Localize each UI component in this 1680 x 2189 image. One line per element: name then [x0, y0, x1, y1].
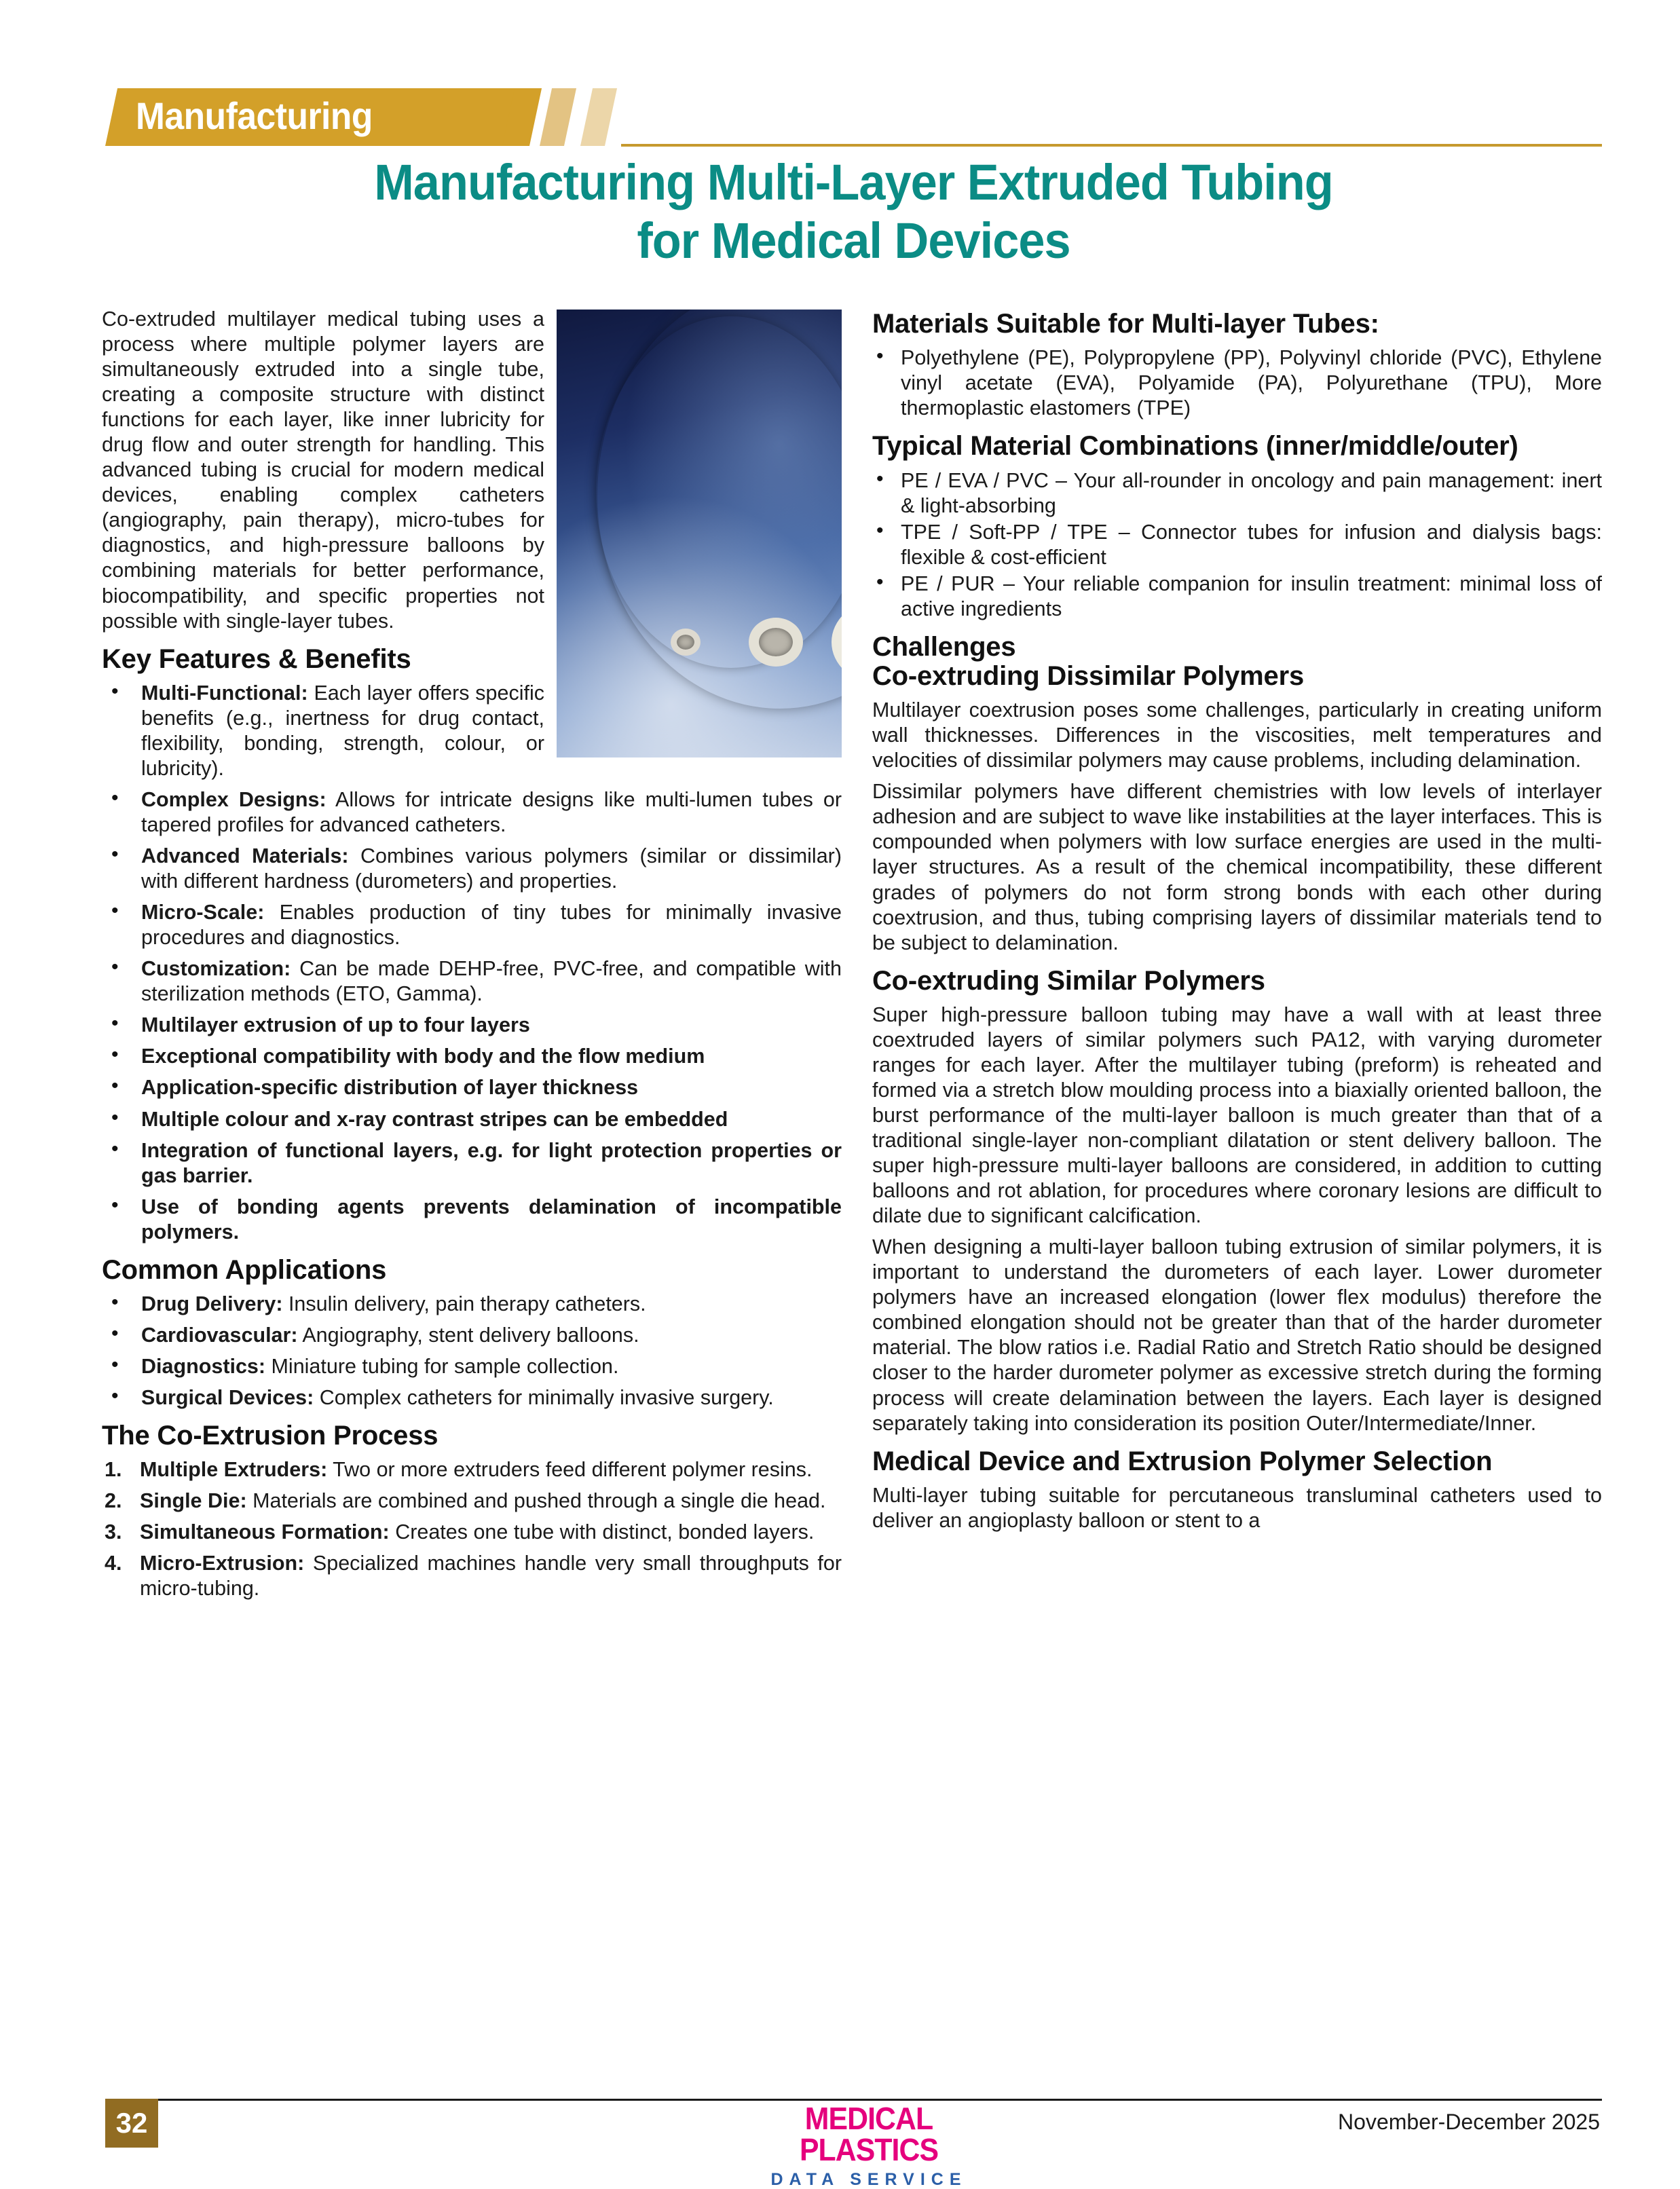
- list-item-term: Exceptional compatibility with body and the flow medium: [141, 1045, 705, 1068]
- list-item-term: Multi-Functional:: [141, 681, 308, 705]
- materials-list: [872, 345, 1602, 421]
- materials-heading: Materials Suitable for Multi-layer Tubes:: [872, 309, 1379, 339]
- list-item-text: Complex catheters for minimally invasive surgery.: [314, 1386, 774, 1410]
- list-item-term: Cardiovascular:: [141, 1323, 298, 1347]
- list-item-text: Specialized machines handle very small throughputs for micro-tubing.: [140, 1552, 842, 1601]
- process-step-item: [102, 1551, 842, 1601]
- dissimilar-paragraph-1: Multilayer coextrusion poses some challenges, particularly in creating uniform wall thicknesses. Differences in the viscosities, melt temperatures and velocities of dissimilar polymers may cause problems, including delamination.: [872, 698, 1602, 772]
- combinations-heading: Typical Material Combinations (inner/middle/outer): [872, 431, 1518, 462]
- application-item: [102, 1292, 842, 1317]
- key-feature-item: [102, 1195, 842, 1245]
- dissimilar-paragraph-2: Dissimilar polymers have different chemistries with low levels of interlayer adhesion and are subject to wave like instabilities at the layer interfaces. This is compounded when polymers with low surface energies are used in the multi-layer structures. As a result of the chemical incompatibility, these different grades of polymers do not form strong bonds with each other during coextrusion, and thus, tubing comprising layers of dissimilar materials tend to be subject to delamination.: [872, 780, 1602, 954]
- slash-decoration-2: [580, 88, 617, 146]
- list-item-text: Creates one tube with distinct, bonded layers.: [389, 1520, 815, 1544]
- combinations-list: [872, 468, 1602, 622]
- list-item-text: Miniature tubing for sample collection.: [265, 1355, 619, 1379]
- list-item-term: Single Die:: [140, 1489, 247, 1513]
- photo-bore-small: [671, 629, 701, 656]
- key-features-list: [102, 681, 842, 1245]
- similar-heading: Co-extruding Similar Polymers: [872, 965, 1265, 996]
- page-number-badge: 32: [105, 2099, 158, 2148]
- list-item-text: Angiography, stent delivery balloons.: [297, 1323, 639, 1347]
- selection-body: [872, 1483, 1602, 1533]
- process-heading: The Co-Extrusion Process: [102, 1421, 438, 1451]
- list-item-term: Advanced Materials:: [141, 844, 349, 868]
- dissimilar-heading: Co-extruding Dissimilar Polymers: [872, 660, 1305, 691]
- publication-logo: [726, 2103, 1011, 2189]
- header-rule: [621, 144, 1602, 147]
- section-label: Manufacturing: [136, 94, 373, 137]
- applications-list: [102, 1292, 842, 1410]
- key-feature-item: [102, 1044, 842, 1069]
- key-feature-item: [102, 1075, 842, 1100]
- logo-subtitle: DATA SERVICE: [770, 2170, 967, 2189]
- selection-heading: Medical Device and Extrusion Polymer Selection: [872, 1446, 1493, 1476]
- application-item: [102, 1323, 842, 1348]
- left-column: [102, 307, 842, 1608]
- right-column: [872, 307, 1602, 1539]
- list-item-text: Two or more extruders feed different polymer resins.: [327, 1458, 813, 1482]
- list-item-term: Multilayer extrusion of up to four layers: [141, 1013, 530, 1037]
- applications-heading: Common Applications: [102, 1254, 387, 1285]
- list-item-text: Insulin delivery, pain therapy catheters.: [282, 1292, 646, 1315]
- key-feature-item: [102, 1138, 842, 1189]
- process-step-item: [102, 1457, 842, 1482]
- section-header: [105, 88, 1602, 153]
- challenges-heading: Challenges: [872, 631, 1016, 662]
- application-item: [102, 1385, 842, 1410]
- page-title: [105, 154, 1602, 269]
- logo-title: MEDICAL PLASTICS: [799, 2101, 939, 2167]
- list-item-text: Each layer offers specific benefits (e.g., inertness for drug contact, flexibility, bonding, strength, colour, or lubricity).: [141, 681, 544, 780]
- list-item-term: Customization:: [141, 957, 291, 981]
- list-item-text: Materials are combined and pushed through a single die head.: [246, 1489, 826, 1513]
- key-feature-item: [102, 956, 842, 1007]
- key-feature-item: [102, 844, 842, 894]
- key-feature-item: [102, 787, 842, 838]
- combination-item: • PE / EVA / PVC – Your all-rounder in oncology and pain management: inert & light-absorbing: [872, 468, 1602, 519]
- photo-bore-medium: [749, 618, 803, 667]
- list-item-term: Multiple Extruders:: [140, 1458, 328, 1482]
- process-list: [102, 1457, 842, 1601]
- list-item-term: Micro-Scale:: [141, 901, 265, 924]
- material-item: • Polyethylene (PE), Polypropylene (PP), Polyvinyl chloride (PVC), Ethylene vinyl acetate (EVA), Polyamide (PA), Polyurethane (TPU), More thermoplastic elastomers (TPE): [872, 345, 1602, 421]
- similar-body: [872, 1003, 1602, 1436]
- key-features-heading: Key Features & Benefits: [102, 643, 411, 674]
- similar-paragraph-1: Super high-pressure balloon tubing may have a wall with at least three coextruded layers of similar polymers such PA12, with varying durometer ranges for each layer. After the multilayer tubing (preform) is reheated and formed via a stretch blow moulding process into a biaxially oriented balloon, the burst performance of the multi-layer balloon is much greater than that of a traditional single-layer non-compliant dilatation or stent delivery balloon. The super high-pressure multi-layer balloons are considered, in addition to cutting balloons and rot ablation, for procedures where coronary lesions are difficult to dilate due to significant calcification.: [872, 1003, 1602, 1228]
- list-item-term: Drug Delivery:: [141, 1292, 283, 1315]
- similar-paragraph-2: When designing a multi-layer balloon tubing extrusion of similar polymers, it is important to understand the durometers of each layer. Lower durometer polymers have an increased elongation (lower flex modulus) therefore the combined elongation should not be greater than that of the harder durometer material. The blow ratios i.e. Radial Ratio and Stretch Ratio should be designed closer to the harder durometer polymer as excessive stretch during the forming process will create delamination between the layers. Each layer is designed separately taking into consideration its position Outer/Intermediate/Inner.: [872, 1235, 1602, 1435]
- application-item: [102, 1354, 842, 1379]
- intro-paragraph: Co-extruded multilayer medical tubing uses a process where multiple polymer layers are simultaneously extruded into a single tube, creating a composite structure with distinct functions for each layer, like inner lubricity for drug flow and outer strength for handling. This advanced tubing is crucial for modern medical devices, enabling complex catheters (angiography, pain therapy), micro-tubes for diagnostics, and high-pressure balloons by combining materials for better performance, biocompatibility, and specific properties not possible with single-layer tubes.: [102, 307, 544, 633]
- list-item-term: Complex Designs:: [141, 787, 326, 811]
- list-item-text: Combines various polymers (similar or dissimilar) with different hardness (durometers) and properties.: [141, 844, 842, 893]
- key-feature-item: [102, 1107, 842, 1132]
- list-item-term: Simultaneous Formation:: [140, 1520, 390, 1544]
- combination-item: • PE / PUR – Your reliable companion for insulin treatment: minimal loss of active ingredients: [872, 572, 1602, 622]
- dissimilar-body: [872, 698, 1602, 955]
- list-item-term: Integration of functional layers, e.g. for light protection properties or gas barrier.: [141, 1138, 842, 1187]
- list-item-term: Micro-Extrusion:: [140, 1552, 305, 1575]
- list-item-term: Use of bonding agents prevents delamination of incompatible polymers.: [141, 1195, 842, 1243]
- list-item-term: Multiple colour and x-ray contrast stripes can be embedded: [141, 1107, 728, 1131]
- photo-tube-large: [597, 310, 842, 709]
- title-line-1: Manufacturing Multi-Layer Extruded Tubing: [374, 154, 1333, 210]
- combination-item: • TPE / Soft-PP / TPE – Connector tubes for infusion and dialysis bags: flexible & cost-efficient: [872, 520, 1602, 570]
- selection-paragraph-1: Multi-layer tubing suitable for percutaneous transluminal catheters used to deliver an angioplasty balloon or stent to a: [872, 1483, 1602, 1532]
- issue-date: November-December 2025: [1338, 2110, 1600, 2134]
- list-item-term: Diagnostics:: [141, 1355, 266, 1379]
- list-item-text: Allows for intricate designs like multi-lumen tubes or tapered profiles for advanced catheters.: [141, 787, 842, 837]
- process-step-item: [102, 1489, 842, 1514]
- process-step-item: [102, 1520, 842, 1545]
- title-line-2: for Medical Devices: [637, 212, 1070, 269]
- slash-decoration-1: [540, 88, 576, 146]
- key-feature-item: [102, 1013, 842, 1038]
- list-item-text: Enables production of tiny tubes for minimally invasive procedures and diagnostics.: [141, 901, 842, 950]
- list-item-term: Surgical Devices:: [141, 1386, 314, 1410]
- list-item-text: Can be made DEHP-free, PVC-free, and compatible with sterilization methods (ETO, Gamma).: [141, 957, 842, 1006]
- list-item-term: Application-specific distribution of layer thickness: [141, 1076, 639, 1100]
- key-feature-item: [102, 681, 842, 781]
- key-feature-item: [102, 900, 842, 950]
